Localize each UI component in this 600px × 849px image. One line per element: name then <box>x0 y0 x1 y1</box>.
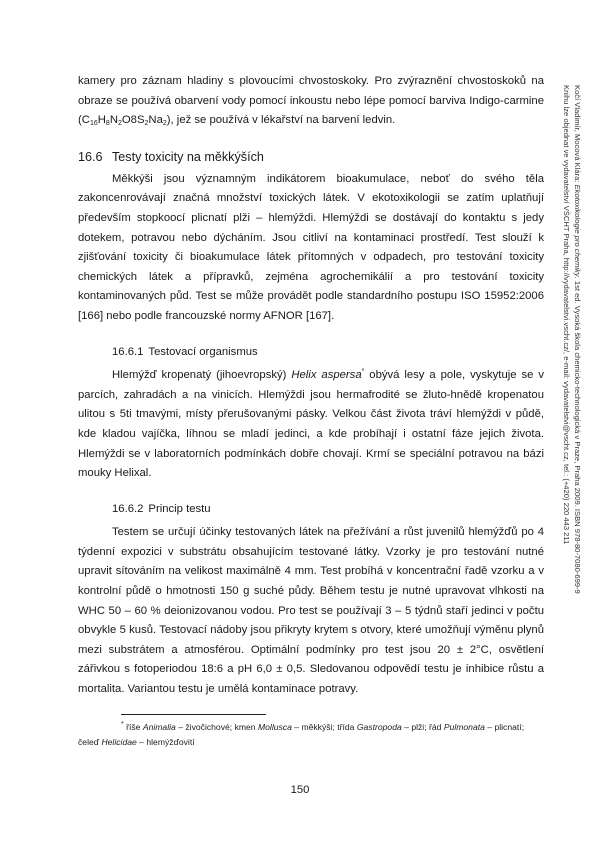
section-number: 16.6 <box>78 149 103 164</box>
section-16-6-1-paragraph: Hlemýžď kropenatý (jihoevropský) Helix aspersa* obývá lesy a pole, vyskytuje se v parcích, zahradách a na vinicích. Hlemýždi jsou hermafrodité se žluto-hnědě kropenatou ulitou s 5ti tmavými, místy přerušovanými pásky. Velkou část života tráví hlemýždi v půdě, kde kladou vajíčka, líhnou se mladí jedinci, a kde probíhají i ostatní fáze jejich života. Hlemýždi se v laboratorních podmínkách dobře chovají. Krmí se speciální potravou na bázi mouky Helixal. <box>78 368 544 480</box>
page-number: 150 <box>290 784 310 796</box>
subsection-title: Princip testu <box>148 502 211 515</box>
intro-text-end: ), jež se používá v lékařství na barvení ledvin. <box>166 114 396 127</box>
subsection-number: 16.6.1 <box>112 345 144 358</box>
chemical-formula: $C_{16}H_8N_2O8S_2Na_2$ <box>81 114 167 128</box>
section-16-6-paragraph: Měkkýši jsou významným indikátorem bioakumulace, neboť do svého těla zakoncenrovávají značná množství toxických látek. V ekotoxikologii se zatím uplatňují především stopkoocí plicnatí plži – hlemýždi. Hlemýždi se dostávají do kontaktu s jedy dotekem, potravou nebo dýcháním. Jsou citliví na kontaminaci prostředí. Test slouží k zjišťování toxicity či bioakumulace látek přítomných v odpadech, pro testování toxicity chemických látek a přípravků, zejména agrochemikálií a pro testování toxicity kontaminovaných půd. Test se může provádět podle standardního postupu ISO 15952:2006 [166] nebo podle francouzské normy AFNOR [167]. <box>78 172 544 322</box>
section-heading-16-6-1 <box>78 343 544 363</box>
subsection-title: Testovací organismus <box>148 345 258 358</box>
side-citation-note <box>561 85 582 594</box>
page-body <box>78 72 544 700</box>
footnote: * říše Animalia – živočichové; kmen Mollusca – měkkýši; třída Gastropoda – plži; řád Pulmonata – plicnatí; čeleď Helicidae – hlemýžďovití <box>78 721 525 747</box>
section-16-6-2-paragraph: Testem se určují účinky testovaných látek na přežívání a růst juvenilů hlemýžďů po 4 týdenní expozici v substrátu obsahujícím testované látky. Vzorky je pro testování nutné upravit sítováním na velikost maximálně 4 mm. Test probíhá v koncentrační řadě vzorku a v kontrolní půdě o hmotnosti 150 g suché půdy. Během testu je nutné upravovat vlhkosti na WHC 50 – 60 % deionizovanou vodou. Pro test se používají 3 – 5 týdnů staří jedinci v počtu obvykle 5 kusů. Testovací nádoby jsou přikryty krytem s otvory, které umožňují výměnu plynů mezi substrátem a atmosférou. Optimální podmínky pro test jsou 20 ± 2°C, osvětlení zářivkou s fotoperiodou 18:6 a pH 6,0 ± 0,5. Sledovanou odpovědí testu je inhibice růstu a mortalita. Variantou testu je umělá kontaminace potravy. <box>78 526 544 696</box>
intro-paragraph <box>78 72 544 131</box>
section-heading-16-6-2 <box>78 500 544 520</box>
footnote-mark: * <box>121 721 124 729</box>
section-title: Testy toxicity na měkkýších <box>112 149 264 164</box>
intro-text: kamery pro záznam hladiny s plovoucími chvostoskoky. Pro zvýraznění chvostoskoků na obraze se používá obarvení vody pomocí inkoustu nebo lépe pomocí barviva Indigo-carmine ( <box>78 75 544 127</box>
subsection-number: 16.6.2 <box>112 502 144 515</box>
citation-line: Kočí Vladimír, Mocová Klára: Ekotoxikologie pro chemiky. 1st ed. Vysoká škola chemicko-technologická v Praze, Praha 2009. ISBN 978-80-7080-699-9 <box>573 85 582 594</box>
species-name: Helix aspersa <box>291 369 362 382</box>
footnote-reference[interactable]: * <box>361 368 365 376</box>
footnote-separator <box>121 714 266 715</box>
section-heading-16-6 <box>78 147 544 167</box>
order-info-line: Knihu lze objednat ve vydavatelství VŠCHT Praha, http://vydavatelstvi.vscht.cz/, e-mail: vydavatelstvi@vscht.cz, tel.: (+420) 220 443 211 <box>562 85 572 545</box>
